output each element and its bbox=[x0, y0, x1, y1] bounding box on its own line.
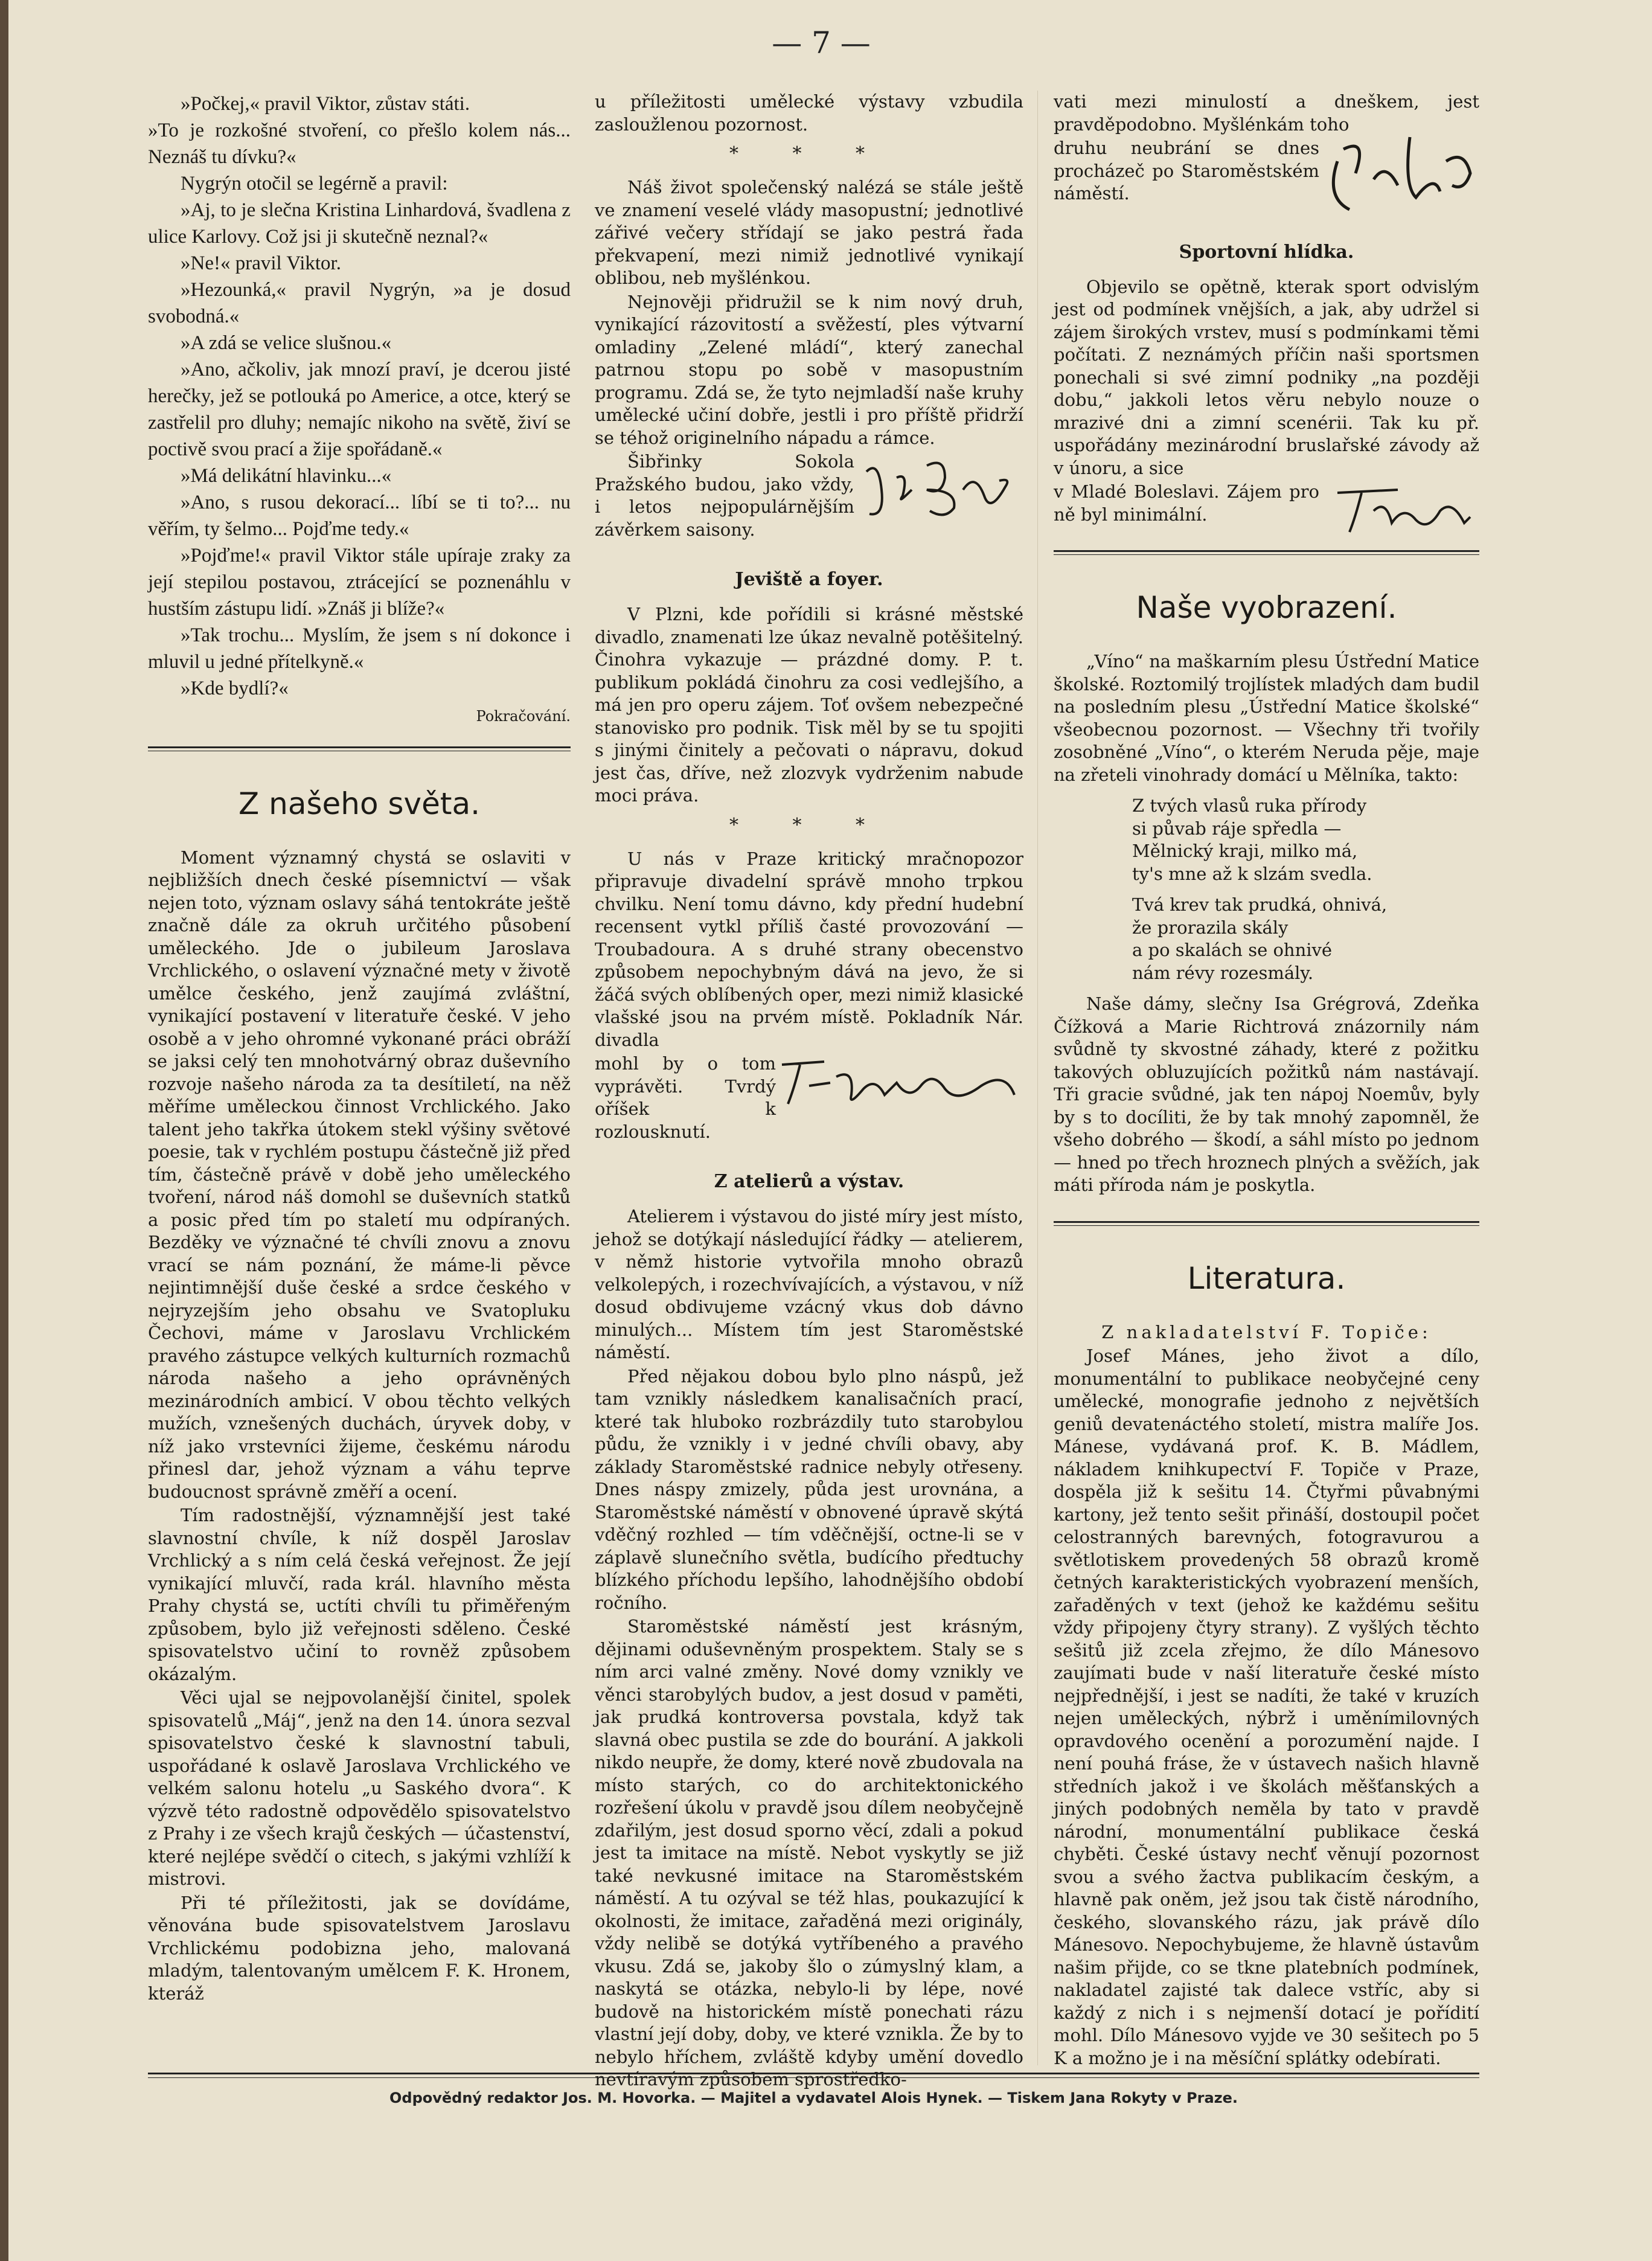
dialogue-line: »To je rozkošné stvoření, co přešlo kolem nás... Neznáš tu dívku?« bbox=[148, 120, 571, 168]
article-paragraph: v Mladé Boleslavi. Zájem pro ně byl minimální. bbox=[1054, 481, 1319, 525]
footer-divider bbox=[148, 2073, 1479, 2078]
dialogue-line: Nygrýn otočil se legérně a pravil: bbox=[181, 173, 448, 194]
article-paragraph: u příležitosti umělecké výstavy vzbudila zasloužlenou pozornost. bbox=[595, 91, 1023, 135]
dialogue-line: »Hezounká,« pravil Nygrýn, »a je dosud svobodná.« bbox=[148, 279, 571, 327]
article-paragraph: mohl by o tom vyprávěti. Tvrdý oříšek k rozlousknutí. bbox=[595, 1053, 776, 1142]
article-paragraph: Objevilo se opětně, kterak sport odvislým jest od podmínek vnějších, a jak, aby udržel si zájem širokých vrstev, musí s podmínkami těmi počítati. Z neznámých příčin naši sportsmen ponechali si své zimní podniky „na později dobu,“ jakkoli letos věru nebylo nouze o mrazivé dni a zimní scenérii. Tak ku př. uspořádány mezinárodní bruslařské závody až v únoru, a sice bbox=[1054, 276, 1479, 478]
poem-line: nám révy rozesmály. bbox=[1132, 962, 1314, 983]
article-paragraph: Před nějakou dobou bylo plno náspů, jež tam vznikly následkem kanalisačních prací, které tak hluboko rozbrázdily tuto starobylou půdu, že vznikly i v jedné chvíli obavy, aby základy Staroměstské radnice nebyly otřeseny. Dnes náspy zmizely, půda jest urovnána, a Staroměstské náměstí v obnovené úpravě skýtá vděčný rozhled — tím vděčnější, octne-li se v záplavě slunečního světla, budícího předtuchy blízkého příchodu lepšího, lahodnějšího období ročního. bbox=[595, 1365, 1023, 1613]
article-paragraph: Naše dámy, slečny Isa Grégrová, Zdeňka Čížková a Marie Richtrová znázornily nám svůdně ty skvostné záhady, které z požitku takových obluzujících požitků nám nastávají. Tři gracie svůdné, jak ten nápoj Noemův, byly by s to docíliti, že by tak mnohý zapomněl, že všeho dobrého — škodí, a sáhl místo po jednom — hned po třech hroznech plných a svěžích, jak máti příroda nám je poskytla. bbox=[1054, 993, 1479, 1195]
signature-row bbox=[595, 451, 1023, 541]
poem-line: a po skalách se ohnivé bbox=[1132, 940, 1333, 960]
article-paragraph: Tím radostnější, významnější jest také slavnostní chvíle, k níž dospěl Jaroslav Vrchlický a s ním celá česká veřejnost. Že její vynikající mluvčí, rada král. hlavního města Prahy chystá se, uctíti chvíli tu přiměřeným způsobem, bylo již veřejnosti sděleno. České spisovatelstvo učiní to rovněž způsobem okázalým. bbox=[148, 1505, 571, 1684]
poem-stanza bbox=[1132, 894, 1479, 984]
dialogue-line: »Má delikátní hlavinku...« bbox=[181, 465, 392, 487]
article-paragraph: vati mezi minulostí a dneškem, jest pravděpodobno. Myšlénkám toho bbox=[1054, 91, 1479, 135]
imprint-footer: Odpovědný redaktor Jos. M. Hovorka. — Majitel a vydavatel Alois Hynek. — Tiskem Jana Rokyty v Praze. bbox=[389, 2089, 1238, 2106]
signature-row bbox=[1054, 137, 1479, 205]
page-number: — 7 — bbox=[772, 25, 871, 60]
section-stars: * * * bbox=[729, 814, 889, 836]
poem-line: Tvá krev tak prudká, ohnivá, bbox=[1132, 894, 1388, 915]
section-heading-our-world: Z našeho světa. bbox=[239, 786, 480, 821]
dialogue-line: »Pojďme!« pravil Viktor stále upíraje zraky za její stepilou postavou, ztrácející se poznenáhlu v hustším zástupu lidí. »Znáš ji blíže?« bbox=[148, 545, 571, 620]
section-heading-sport: Sportovní hlídka. bbox=[1179, 241, 1354, 263]
article-paragraph: druhu neubrání se dnes procházeč po Staroměstském náměstí. bbox=[1054, 138, 1319, 204]
dialogue-line: »Kde bydlí?« bbox=[181, 678, 289, 699]
dialogue-line: »Ano, ačkoliv, jak mnozí praví, je dcerou jisté herečky, jež se potlouká po Americe, a otce, který se zastřelil pro dluhy; nemajíc nikoho na světě, živí se poctivě svou prací a žije spořádaně.« bbox=[148, 359, 571, 460]
article-paragraph: V Plzni, kde pořídili si krásné městské divadlo, znamenati lze úkaz nevalně potěšitelný. Činohra vykazuje — prázdné domy. P. t. publikum pokládá činohru za cosi vedlejšího, a má jen pro operu zájem. Toť ovšem nebezpečné stanovisko pro podnik. Tisk měl by se tu spojiti s jinými činitely a pečovati o nápravu, dokud jest čas, dříve, než zlozvyk vydrženim nabude moci práva. bbox=[595, 604, 1023, 806]
poem-line: Z tvých vlasů ruka přírody bbox=[1132, 795, 1367, 816]
article-paragraph: Nejnověji přidružil se k nim nový druh, vynikající rázovitostí a svěžestí, ples výtvarní omladiny „Zelené mládí“, který zanechal patrnou stopu po sobě v masopustním programu. Zdá se, že tyto nejmladší naše kruhy umělecké učiní dobře, jestli i pro příště přidrží se téhož originelního nápadu a rámce. bbox=[595, 291, 1023, 448]
article-paragraph: Při té příležitosti, jak se dovídáme, věnována bude spisovatelstvem Jaroslavu Vrchlickému podobizna jeho, malovaná mladým, talentovaným umělcem F. K. Hronem, kteráž bbox=[148, 1892, 571, 2004]
signature-row bbox=[595, 1053, 1023, 1143]
article-paragraph: Věci ujal se nejpovolanější činitel, spolek spisovatelů „Máj“, jenž na den 14. února sezval spisovatelstvo české k slavnostní tabuli, uspořádané k oslavě Jaroslava Vrchlického ve velkém salonu hotelu „u Saského dvora“. K výzvě této radostně odpovědělo spisovatelstvo z Prahy i ze všech krajů českých — účastenství, které nejlépe svědčí o citech, s jakými vzhlíží k mistrovi. bbox=[148, 1687, 571, 1889]
signature-jos-bodo bbox=[854, 454, 1017, 526]
poem-line: ty's mne až k slzám svedla. bbox=[1132, 863, 1372, 884]
dialogue-line: »Tak trochu... Myslím, že jsem s ní dokonce i mluvil u jedné přítelkyně.« bbox=[148, 624, 571, 673]
column-left bbox=[148, 91, 571, 2006]
poem-stanza bbox=[1132, 795, 1479, 885]
signature-hnatek bbox=[1325, 475, 1476, 541]
publisher-line: Z nakladatelství F. Topiče: bbox=[1101, 1321, 1432, 1342]
article-paragraph: Náš život společenský nalézá se stále ještě ve znamení veselé vlády masopustní; jednotlivé zářivé večery střídají se jako pestrá řada překvapení, mezi nimiž jednotlivé vynikají oblibou, neb myšlénkou. bbox=[595, 177, 1023, 288]
dialogue-line: »Aj, to je slečna Kristina Linhardová, švadlena z ulice Karlovy. Což jsi ji skutečně neznal?« bbox=[148, 199, 571, 248]
poem-line: si půvab ráje spředla — bbox=[1132, 818, 1342, 839]
column-middle bbox=[595, 91, 1023, 2093]
section-divider bbox=[1054, 550, 1479, 555]
section-heading-literature: Literatura. bbox=[1187, 1260, 1346, 1296]
dialogue-line: »A zdá se velice slušnou.« bbox=[181, 332, 392, 354]
poem-line: že prorazila skály bbox=[1132, 917, 1289, 938]
article-paragraph: U nás v Praze kritický mračnopozor připravuje divadelní správě mnoho trpkou chvilku. Není tomu dávno, kdy přední hudební recensent vytkl příliš časté provozování — Troubadoura. A s druhé strany obecenstvo způsobem nepochybným dává na jevo, že si žáčá svých oblíbených oper, mezi nimiž klasické vlašské jsou na prvém místě. Pokladník Nár. divadla bbox=[595, 848, 1023, 1050]
signature-row bbox=[1054, 481, 1479, 526]
dialogue-line: »Počkej,« pravil Viktor, zůstav státi. bbox=[181, 93, 470, 115]
section-stars: * * * bbox=[729, 143, 889, 164]
continued-note: Pokračování. bbox=[476, 708, 571, 725]
section-heading-theatre: Jeviště a foyer. bbox=[735, 569, 883, 590]
signature-kazimir bbox=[776, 1053, 1017, 1119]
article-paragraph: Atelierem i výstavou do jisté míry jest místo, jehož se dotýkají následující řádky — atelierem, v němž historie vytvořila mnoho obrazů velkolepých, i rozechvívajících, a výstavou, v níž dosud obdivujeme vzácný vkus dob dávno minulých... Místem tím jest Staroměstské náměstí. bbox=[595, 1206, 1023, 1362]
article-paragraph: Staroměstské náměstí jest krásným, dějinami oduševněným prospektem. Staly se s ním arci valné změny. Nové domy vznikly ve věnci starobylých budov, a jest dosud v paměti, jak prudká kontroversa povstala, když tak slavná obec pustila se zde do bourání. A jakkoli nikdo neupře, že domy, které nově zbudovala na místo starých, co do architektonického rozřešení úkolu v pravdě jsou dílem neobyčejně zdařilým, jest dosud sporno věcí, zdali a pokud jest ta imitace na místě. Nebot vyskytly se již také nevkusné imitace na Staroměstském náměstí. A tu ozýval se též hlas, poukazující k okolnosti, že imitace, zařaděná mezi originály, vždy nelibě se dotýká vytříbeného a pravého vkusu. Zdá se, jakoby šlo o zúmyslný klam, a naskytá se otázka, nebylo-li by lépe, nové budově na historickém místě ponechati rázu vlastní její doby, doby, ve které vznikla. Že by to nebylo hříchem, zvláště kdyby umění dovedlo nevtíravým způsobem sprostředko- bbox=[595, 1616, 1023, 2089]
signature-jos-bohac bbox=[1319, 125, 1476, 222]
column-separator bbox=[1037, 91, 1038, 2065]
article-paragraph: „Víno“ na maškarním plesu Ústřední Matice školské. Roztomilý trojlístek mladých dam budil na posledním plesu „Ústřední Matice školské“ všeobecnou pozornost. — Všechny tři tvořily zosobněné „Víno“, o kterém Neruda pěje, maje na zřeteli vinohrady domácí u Mělníka, takto: bbox=[1054, 651, 1479, 785]
column-right bbox=[1054, 91, 1479, 2071]
section-divider bbox=[1054, 1221, 1479, 1226]
article-paragraph: Josef Mánes, jeho život a dílo, monumentální to publikace neobyčejné ceny umělecké, monografie jednoho z největších geniů devatenáctého století, mistra malíře Jos. Mánese, vydávaná prof. K. B. Mádlem, nákladem knihkupectví F. Topiče v Praze, dospěla již k sešitu 14. Čtyřmi půvabnými kartony, jež tento sešit přináší, dostoupil počet celostranných barevných, fotogravurou a světlotiskem provedených 58 obrazů kromě četných karakteristických vyobrazení menších, zařaděných v text (jehož ke každému sešitu vždy připojeny čtyry strany). Z vyšlých těchto sešitů již zcela zřejmo, že dílo Mánesovo zaujímati bude v naší literatuře české místo nejpřednější, i jest se nadíti, že také v kruzích nejen uměleckých, nýbrž i uměnímilovných opravdového ocenění a porozumění najde. I není pouhá fráse, že v ústavech našich hlavně středních jakož i ve školách měšťanských a jiných podobných neměla by tato v pravdě národní, monumentální publikace česká chyběti. České ústavy nechť věnují pozornost svou a svého žactva publikacím českým, a hlavně pak oněm, jež jsou tak čistě národního, českého, slovanského rázu, jak právě dílo Mánesovo. Nepochybujeme, že hlavně ústavům našim přijde, co se tkne platebních podmínek, nakladatel zajisté tak dalece vstříc, aby si každý z nich i s nejmenší dotací je pořídití mohl. Dílo Mánesovo vyjde ve 30 sešitech po 5 K a možno je i na měsíční splátky odebírati. bbox=[1054, 1345, 1479, 2068]
dialogue-line: »Ano, s rusou dekorací... líbí se ti to?... nu věřím, ty šelmo... Pojďme tedy.« bbox=[148, 492, 571, 540]
section-heading-images: Naše vyobrazení. bbox=[1136, 590, 1397, 625]
article-paragraph: Šibřinky Sokola Pražského budou, jako vždy, i letos nejpopulárnějším závěrkem saisony. bbox=[595, 451, 854, 540]
section-divider bbox=[148, 746, 571, 751]
article-paragraph: Moment významný chystá se oslaviti v nejbližších dnech české písemnictví — však nejen toto, význam oslavy sáhá tentokráte ještě značně dále za okruh určitého působení uměleckého. Jde o jubileum Jaroslava Vrchlického, o oslavení význačné mety v životě umělce českého, jenž zaujímá zvláštní, vynikající postavení v literatuře české. V jeho osobě a v jeho ohromné vykonané práci obráží se jaksi celý ten mnohotvárný obraz duševního rozvoje našeho národa za ta desítiletí, na něž měříme uměleckou činnost Vrchlického. Jako talent jeho takřka útokem stekl výšiny světové poesie, tak v rychlém postupu částečně již před tím, částečně právě v době jeho uměleckého tvoření, národ náš domohl se duševních statků a posic před tím po staletí mu odpíraných. Bezděky ve význačné té chvíli znovu a znovu vrací se nám poznání, že máme-li pěvce nejintimnější duše české a srdce českého v nejryzejším jeho obsahu ve Svatopluku Čechovi, máme v Jaroslavu Vrchlickém pravého zástupce velkých kulturních rozmachů národa našeho a jeho oprávněných mezinárodních ambicí. V obou těchto velkých mužích, vznešených duchách, úryvek doby, v níž jako vrstevníci žijeme, českému národu přinesl dar, jehož význam a váhu teprve budoucnost správně změří a ocení. bbox=[148, 847, 571, 1502]
poem-line: Mělnický kraji, milko má, bbox=[1132, 841, 1358, 861]
section-heading-ateliers: Z atelierů a výstav. bbox=[714, 1171, 904, 1192]
dialogue-line: »Ne!« pravil Viktor. bbox=[181, 252, 341, 274]
